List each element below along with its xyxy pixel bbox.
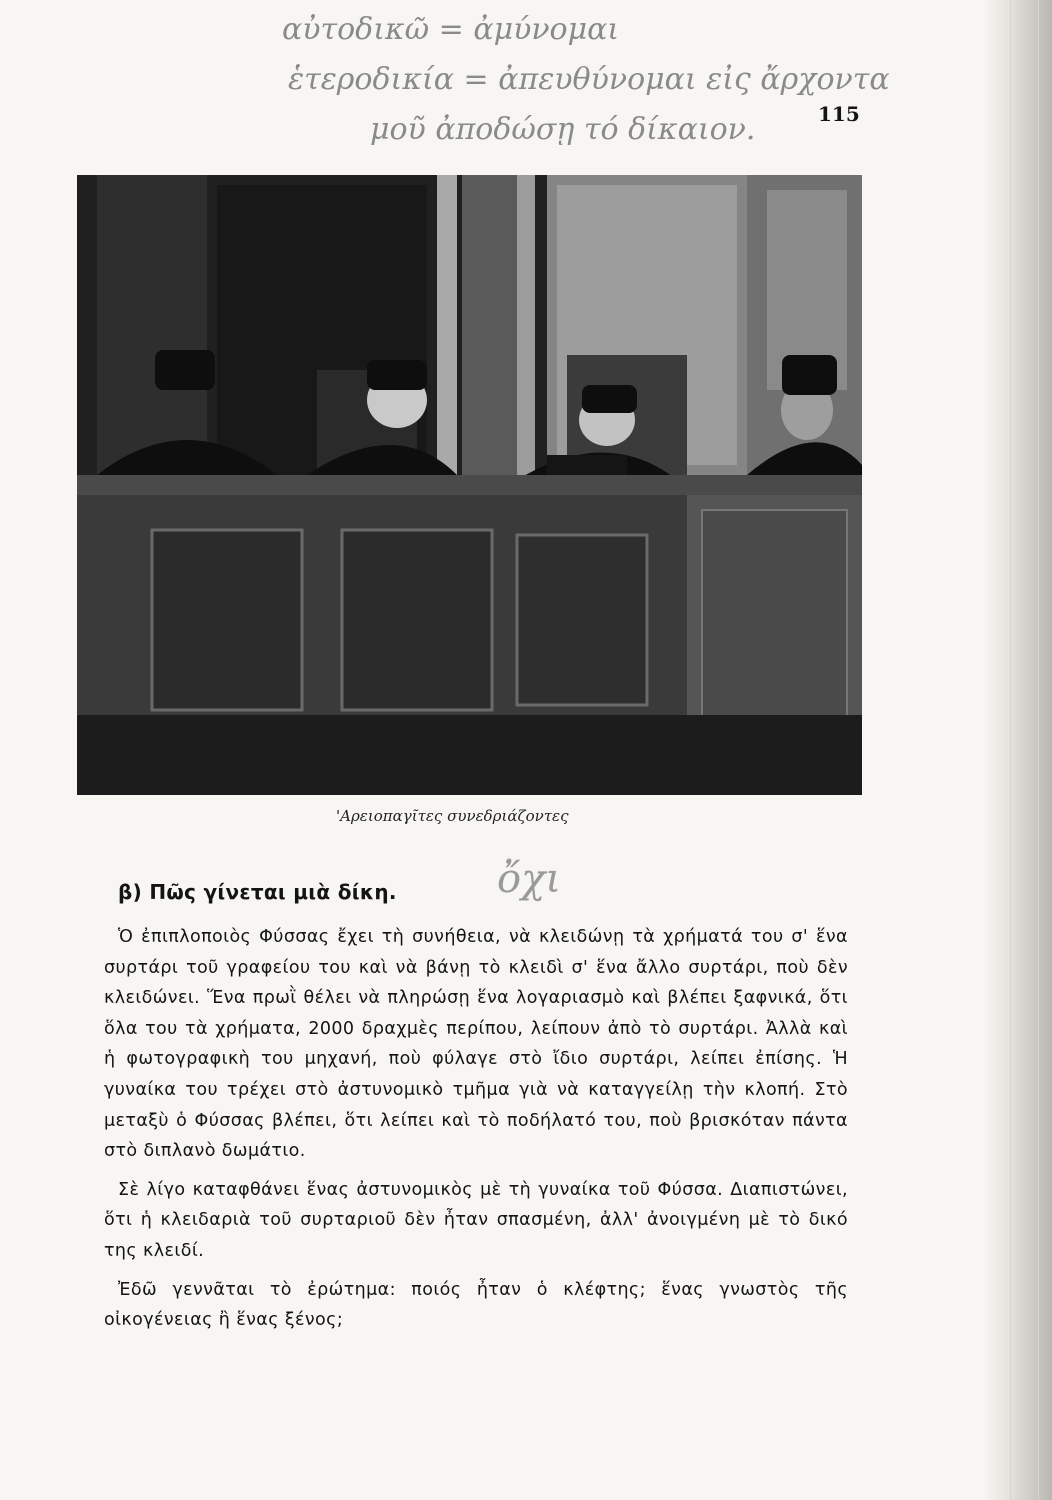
page-edge-line (1010, 0, 1011, 1500)
courtroom-photo (77, 175, 862, 795)
body-text (104, 922, 848, 1344)
paragraph: Ἐδῶ γεννᾶται τὸ ἐρώτημα: ποιός ἦταν ὁ κλέφτης; ἕνας γνωστὸς τῆς οἰκογένειας ἢ ἕνας ξένος; (104, 1279, 848, 1331)
handwritten-note-line: μοῦ ἀποδώσῃ τό δίκαιον. (370, 112, 756, 147)
margin-scribble: ὄχι (497, 856, 562, 902)
page-number: 115 (818, 102, 860, 126)
section-heading: β) Πῶς γίνεται μιὰ δίκη. (118, 880, 397, 904)
page-edge-line (1038, 0, 1039, 1500)
paragraph: Ὁ ἐπιπλοποιὸς Φύσσας ἔχει τὴ συνήθεια, νὰ κλειδώνῃ τὰ χρήματά του σ' ἕνα συρτάρι τοῦ γραφείου του καὶ νὰ βάνῃ τὸ κλειδὶ σ' ἕνα ἄλλο συρτάρι, ποὺ δὲν κλειδώνει. Ἕνα πρωῒ θέλει νὰ πληρώσῃ ἕνα λογαριασμὸ καὶ βλέπει ξαφνικά, ὅτι ὅλα του τὰ χρήματα, 2000 δραχμὲς περίπου, λείπουν ἀπὸ τὸ συρτάρι. Ἀλλὰ καὶ ἡ φωτογραφικὴ του μηχανή, ποὺ φύλαγε στὸ ἴδιο συρτάρι, λείπει ἐπίσης. Ἡ γυναίκα του τρέχει στὸ ἀστυνομικὸ τμῆμα γιὰ νὰ καταγγείλῃ τὴν κλοπή. Στὸ μεταξὺ ὁ Φύσσας βλέπει, ὅτι λείπει καὶ τὸ ποδήλατό του, ποὺ βρισκόταν πάντα στὸ διπλανὸ δωμάτιο. (104, 927, 848, 1162)
handwritten-notes (270, 8, 890, 158)
paragraph: Σὲ λίγο καταφθάνει ἕνας ἀστυνομικὸς μὲ τὴ γυναίκα τοῦ Φύσσα. Διαπιστώνει, ὅτι ἡ κλειδαριὰ τοῦ συρταριοῦ δὲν ἦταν σπασμένη, ἀλλ' ἀνοιγμένη μὲ τὸ δικό της κλειδί. (104, 1179, 848, 1261)
photo-caption: 'Αρειοπαγῖτες συνεδριάζοντες (336, 807, 569, 825)
handwritten-note-line: αὐτοδικῶ = ἀμύνομαι (282, 12, 620, 47)
page-edge-line (1024, 0, 1025, 1500)
book-spine-shadow (982, 0, 1052, 1500)
courtroom-photo-illustration (77, 175, 862, 795)
handwritten-note-line: ἑτεροδικία = ἀπευθύνομαι εἰς ἄρχοντα (288, 62, 890, 97)
